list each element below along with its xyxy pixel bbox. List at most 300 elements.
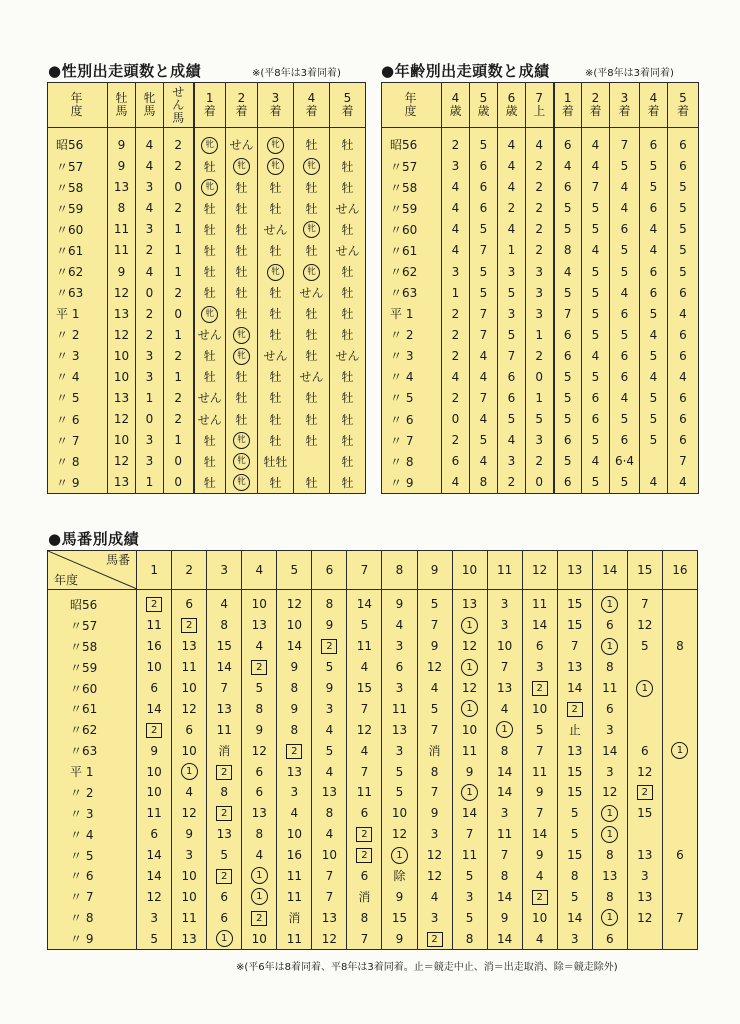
year-cell: 〃58 (382, 177, 442, 198)
value-cell: 7 (470, 387, 498, 408)
value-cell: 8 (417, 761, 452, 782)
value-cell: 4 (668, 366, 699, 387)
value-cell (627, 824, 662, 845)
value-cell: 5 (498, 282, 526, 303)
value-cell: 4 (582, 451, 610, 472)
value-cell: 牡 (258, 409, 294, 430)
value-cell: 3 (136, 345, 164, 366)
value-cell: 6 (640, 128, 668, 156)
value-cell: 4 (470, 345, 498, 366)
value-cell: 16 (137, 636, 172, 657)
value-cell: 7 (470, 324, 498, 345)
year-cell: 平 1 (48, 303, 108, 324)
value-cell: 4 (242, 845, 277, 866)
value-cell: 11 (347, 636, 382, 657)
boxed-cell (347, 845, 382, 866)
value-cell: 7 (627, 590, 662, 615)
circled-cell (226, 156, 258, 177)
value-cell: 3 (526, 261, 554, 282)
value-cell: 5 (557, 824, 592, 845)
table-row (48, 782, 698, 803)
table-row (48, 128, 366, 156)
value-cell: 5 (610, 156, 640, 177)
value-cell: 4 (610, 387, 640, 408)
circle-mark: 1 (181, 763, 198, 780)
header-text: 牝馬 (143, 91, 156, 118)
header-left-4 (194, 83, 226, 128)
value-cell: せん (330, 240, 366, 261)
box-mark: 2 (216, 765, 232, 780)
value-cell: 4 (498, 128, 526, 156)
circle-mark: 1 (601, 638, 618, 655)
sex-table-title: ●性別出走頭数と成績 (48, 62, 202, 80)
value-cell: 6 (668, 345, 699, 366)
value-cell: 5 (668, 219, 699, 240)
value-cell: 除 (382, 865, 417, 886)
value-cell: 4 (522, 865, 557, 886)
value-cell: 牡 (194, 345, 226, 366)
value-cell: 4 (312, 719, 347, 740)
header-text: 1着 (203, 91, 216, 118)
value-cell: 8 (312, 590, 347, 615)
value-cell: 13 (627, 845, 662, 866)
value-cell: 6 (640, 261, 668, 282)
boxed-cell (522, 678, 557, 699)
value-cell: 7 (487, 845, 522, 866)
value-cell: 2 (164, 282, 194, 303)
value-cell: 7 (610, 128, 640, 156)
year-cell: 昭56 (48, 128, 108, 156)
value-cell: 4 (277, 803, 312, 824)
table-row (48, 345, 366, 366)
gate-header-1: 1 (137, 551, 172, 590)
value-cell: 4 (487, 698, 522, 719)
value-cell: 1 (526, 387, 554, 408)
value-cell (627, 698, 662, 719)
value-cell: 15 (557, 590, 592, 615)
circle-mark: 1 (496, 721, 513, 738)
value-cell: 14 (557, 678, 592, 699)
table-row (48, 886, 698, 907)
value-cell: 3 (382, 740, 417, 761)
header-text: 3着 (618, 91, 631, 118)
value-cell: 牡 (330, 282, 366, 303)
header-text: 7上 (533, 91, 546, 118)
value-cell: 3 (452, 886, 487, 907)
value-cell: 4 (312, 824, 347, 845)
value-cell: 4 (522, 928, 557, 949)
value-cell: 15 (557, 782, 592, 803)
value-cell: 牡 (226, 261, 258, 282)
year-cell: 〃59 (382, 198, 442, 219)
year-cell: 〃 6 (48, 409, 108, 430)
table-row (48, 657, 698, 678)
value-cell: 牡 (294, 409, 330, 430)
value-cell: 13 (108, 303, 136, 324)
value-cell: 15 (557, 845, 592, 866)
table-row (48, 177, 366, 198)
value-cell: 1 (164, 219, 194, 240)
value-cell: 5 (347, 615, 382, 636)
value-cell: 4 (312, 761, 347, 782)
year-cell: 〃61 (48, 240, 108, 261)
gate-header-7: 7 (347, 551, 382, 590)
year-cell: 〃60 (382, 219, 442, 240)
box-mark: 2 (567, 702, 583, 717)
value-cell: 7 (662, 907, 697, 928)
value-cell: 6 (172, 719, 207, 740)
value-cell: 13 (627, 886, 662, 907)
value-cell: 6·4 (610, 451, 640, 472)
value-cell: 4 (442, 366, 470, 387)
circle-mark: 牝 (233, 432, 250, 449)
value-cell: 13 (557, 657, 592, 678)
value-cell: 5 (610, 324, 640, 345)
value-cell: 3 (442, 156, 470, 177)
value-cell: 5 (242, 678, 277, 699)
value-cell: 2 (442, 430, 470, 451)
header-left-7 (294, 83, 330, 128)
value-cell: 3 (417, 907, 452, 928)
value-cell: 10 (522, 698, 557, 719)
value-cell: 8 (592, 845, 627, 866)
value-cell: 1 (164, 324, 194, 345)
value-cell: 8 (207, 782, 242, 803)
value-cell: 3 (526, 430, 554, 451)
circle-mark: 牝 (267, 137, 284, 154)
value-cell: 5 (554, 219, 582, 240)
circled-cell (226, 345, 258, 366)
value-cell: 2 (526, 451, 554, 472)
value-cell: 13 (277, 761, 312, 782)
year-cell: 平 1 (48, 761, 137, 782)
value-cell: 3 (592, 719, 627, 740)
value-cell: 3 (498, 451, 526, 472)
value-cell: 13 (172, 636, 207, 657)
value-cell: 7 (470, 240, 498, 261)
value-cell: 2 (526, 156, 554, 177)
value-cell: 15 (382, 907, 417, 928)
value-cell: 8 (470, 472, 498, 494)
value-cell: 11 (277, 928, 312, 949)
circle-mark: 牝 (233, 158, 250, 175)
value-cell: 9 (487, 907, 522, 928)
value-cell: 5 (582, 366, 610, 387)
header-text: 2着 (589, 91, 602, 118)
value-cell: 3 (136, 430, 164, 451)
header-right-9 (668, 83, 699, 128)
value-cell: 5 (470, 261, 498, 282)
value-cell: 牡 (258, 177, 294, 198)
value-cell: 12 (627, 761, 662, 782)
circled-cell (258, 156, 294, 177)
value-cell: 牡 (226, 282, 258, 303)
value-cell: せん (294, 282, 330, 303)
table-row (48, 324, 366, 345)
value-cell: 9 (417, 636, 452, 657)
gate-header-12: 12 (522, 551, 557, 590)
box-mark: 2 (321, 639, 337, 654)
value-cell: 5 (452, 865, 487, 886)
year-cell: 平 1 (382, 303, 442, 324)
value-cell: 4 (136, 261, 164, 282)
value-cell: 5 (640, 303, 668, 324)
table-row (48, 636, 698, 657)
circle-mark: 牝 (201, 137, 218, 154)
box-mark: 2 (356, 848, 372, 863)
value-cell: 3 (277, 782, 312, 803)
value-cell: 14 (277, 636, 312, 657)
circled-cell (294, 261, 330, 282)
value-cell: 11 (522, 590, 557, 615)
value-cell: 8 (592, 657, 627, 678)
value-cell: 11 (277, 865, 312, 886)
value-cell: 15 (557, 615, 592, 636)
value-cell: 牡 (330, 387, 366, 408)
value-cell: 牡 (294, 345, 330, 366)
value-cell: 0 (526, 366, 554, 387)
value-cell: 3 (442, 261, 470, 282)
value-cell: 0 (164, 177, 194, 198)
value-cell: 牡 (294, 177, 330, 198)
value-cell: 4 (498, 219, 526, 240)
header-right-8 (640, 83, 668, 128)
value-cell: 5 (668, 177, 699, 198)
value-cell: 8 (554, 240, 582, 261)
value-cell: 9 (108, 128, 136, 156)
value-cell: 12 (137, 886, 172, 907)
value-cell: 5 (582, 282, 610, 303)
circled-cell (487, 719, 522, 740)
year-cell: 〃 6 (48, 865, 137, 886)
value-cell: 6 (347, 865, 382, 886)
header-right-1 (442, 83, 470, 128)
value-cell: 7 (417, 719, 452, 740)
value-cell: 6 (242, 761, 277, 782)
value-cell: 6 (554, 345, 582, 366)
value-cell: 3 (522, 657, 557, 678)
value-cell (662, 928, 697, 949)
year-cell: 〃 7 (382, 430, 442, 451)
value-cell: 5 (610, 409, 640, 430)
value-cell: 3 (498, 261, 526, 282)
value-cell: 消 (417, 740, 452, 761)
value-cell: 6 (610, 219, 640, 240)
value-cell: 5 (554, 451, 582, 472)
value-cell: 5 (526, 409, 554, 430)
value-cell: 5 (470, 219, 498, 240)
value-cell: 11 (452, 845, 487, 866)
value-cell: 0 (164, 303, 194, 324)
value-cell: 5 (522, 719, 557, 740)
year-cell: 〃62 (382, 261, 442, 282)
year-cell: 〃 2 (48, 782, 137, 803)
value-cell: 2 (526, 177, 554, 198)
value-cell: 4 (347, 740, 382, 761)
value-cell: 2 (442, 303, 470, 324)
value-cell (662, 678, 697, 699)
gate-header-3: 3 (207, 551, 242, 590)
value-cell: 牡 (258, 366, 294, 387)
header-text: 年度 (70, 91, 85, 118)
value-cell: 5 (382, 761, 417, 782)
value-cell: 牡 (194, 219, 226, 240)
value-cell: 4 (136, 156, 164, 177)
value-cell: 7 (452, 824, 487, 845)
value-cell: 10 (108, 430, 136, 451)
value-cell (627, 657, 662, 678)
value-cell: 1 (136, 387, 164, 408)
value-cell: 9 (417, 803, 452, 824)
year-cell: 〃 7 (48, 886, 137, 907)
gate-header-15: 15 (627, 551, 662, 590)
table-row (382, 366, 699, 387)
table-row (48, 719, 698, 740)
value-cell: 8 (347, 907, 382, 928)
year-cell: 昭56 (48, 590, 137, 615)
value-cell: 14 (137, 865, 172, 886)
value-cell: 10 (277, 615, 312, 636)
year-cell: 〃57 (48, 156, 108, 177)
header-text: 年度 (404, 91, 419, 118)
value-cell: 牡 (258, 324, 294, 345)
value-cell: 牡 (226, 387, 258, 408)
gate-header-2: 2 (172, 551, 207, 590)
value-cell: 10 (277, 824, 312, 845)
value-cell: 10 (312, 845, 347, 866)
value-cell: 6 (498, 366, 526, 387)
value-cell: 6 (137, 678, 172, 699)
value-cell: 4 (668, 303, 699, 324)
value-cell: 4 (470, 451, 498, 472)
value-cell: 6 (470, 156, 498, 177)
value-cell: 12 (172, 698, 207, 719)
age-table-note: ※(平8年は3着同着) (585, 68, 674, 79)
value-cell: 牡 (226, 177, 258, 198)
circled-cell (662, 740, 697, 761)
table-row (48, 409, 366, 430)
table-row (382, 303, 699, 324)
circled-cell (382, 845, 417, 866)
value-cell: 7 (417, 782, 452, 803)
boxed-cell (417, 928, 452, 949)
table-row (48, 865, 698, 886)
value-cell: 9 (522, 845, 557, 866)
value-cell: 11 (347, 782, 382, 803)
value-cell: 7 (498, 345, 526, 366)
value-cell: 0 (136, 282, 164, 303)
value-cell: 14 (487, 886, 522, 907)
gate-header-6: 6 (312, 551, 347, 590)
year-cell: 〃 8 (48, 451, 108, 472)
value-cell: 3 (172, 845, 207, 866)
gate-header-8: 8 (382, 551, 417, 590)
value-cell: 3 (487, 803, 522, 824)
value-cell: 4 (526, 128, 554, 156)
table-row (48, 261, 366, 282)
value-cell: 4 (640, 324, 668, 345)
table-row (48, 928, 698, 949)
value-cell: 12 (627, 907, 662, 928)
box-mark: 2 (356, 827, 372, 842)
value-cell: 13 (207, 824, 242, 845)
value-cell: 12 (592, 782, 627, 803)
value-cell: 2 (442, 345, 470, 366)
circle-mark: 1 (671, 742, 688, 759)
circled-cell (592, 590, 627, 615)
circle-mark: 1 (251, 888, 268, 905)
value-cell: 6 (610, 366, 640, 387)
table-row (48, 824, 698, 845)
value-cell: 5 (470, 430, 498, 451)
value-cell: 牡 (294, 128, 330, 156)
circled-cell (172, 761, 207, 782)
value-cell: 3 (136, 219, 164, 240)
value-cell: 3 (136, 451, 164, 472)
value-cell (627, 719, 662, 740)
value-cell: 9 (137, 740, 172, 761)
value-cell: 5 (470, 282, 498, 303)
value-cell (662, 824, 697, 845)
table-row (48, 451, 366, 472)
value-cell: 10 (452, 719, 487, 740)
value-cell: 8 (557, 865, 592, 886)
value-cell: 4 (640, 240, 668, 261)
value-cell: 6 (627, 740, 662, 761)
value-cell: 11 (172, 907, 207, 928)
year-cell: 〃 3 (382, 345, 442, 366)
header-text: せん馬 (172, 84, 185, 125)
value-cell: せん (258, 345, 294, 366)
value-cell: 6 (668, 430, 699, 451)
value-cell: 1 (164, 430, 194, 451)
boxed-cell (347, 824, 382, 845)
value-cell: 0 (442, 409, 470, 430)
value-cell: 5 (554, 366, 582, 387)
value-cell: 牡 (258, 387, 294, 408)
boxed-cell (242, 657, 277, 678)
value-cell: 4 (382, 615, 417, 636)
value-cell: 4 (640, 472, 668, 494)
table-row (382, 219, 699, 240)
value-cell: 5 (640, 345, 668, 366)
value-cell: 0 (164, 472, 194, 494)
year-cell: 〃 5 (48, 387, 108, 408)
value-cell: 牡 (294, 472, 330, 494)
year-cell: 〃63 (48, 740, 137, 761)
value-cell (662, 782, 697, 803)
value-cell: 12 (382, 824, 417, 845)
value-cell: 7 (522, 740, 557, 761)
value-cell: 10 (172, 678, 207, 699)
table-row (48, 219, 366, 240)
value-cell: 1 (526, 324, 554, 345)
year-cell: 〃 6 (382, 409, 442, 430)
value-cell: 5 (582, 261, 610, 282)
value-cell: 5 (557, 886, 592, 907)
value-cell: 牡 (194, 282, 226, 303)
header-text: 牡馬 (115, 91, 128, 118)
value-cell: 12 (108, 324, 136, 345)
value-cell: 8 (277, 678, 312, 699)
year-cell: 〃63 (48, 282, 108, 303)
header-left-3 (164, 83, 194, 128)
value-cell: 4 (582, 128, 610, 156)
table-row (48, 430, 366, 451)
value-cell: 消 (207, 740, 242, 761)
circle-mark: 牝 (233, 327, 250, 344)
header-right-0 (382, 83, 442, 128)
